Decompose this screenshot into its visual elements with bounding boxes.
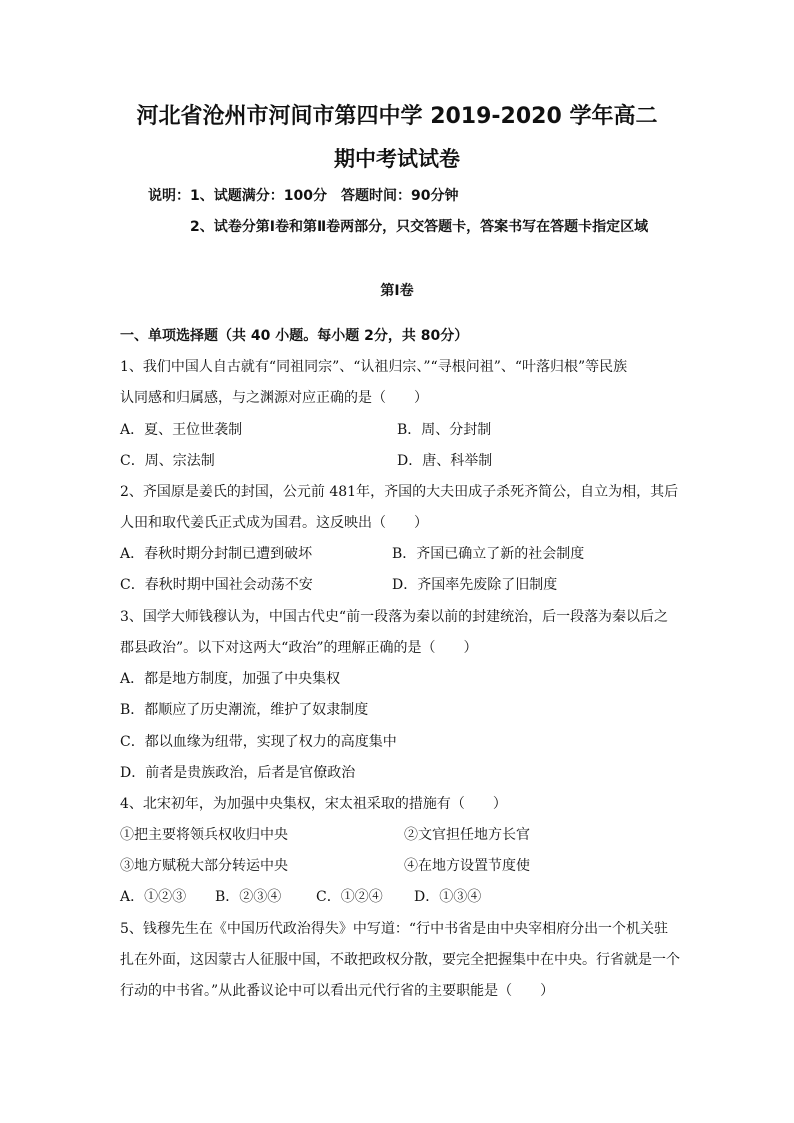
question-1-stem-line-2: 认同感和归属感，与之渊源对应正确的是（ ） [120,390,428,406]
question-1-stem-line-1: 1、我们中国人自古就有“同祖同宗”、“认祖归宗、”“寻根问祖”、“叶落归根”等民族 [120,359,628,375]
instructions-note-1: 说明：1、试题满分：100分 答题时间：90分钟 [148,188,459,204]
question-3-option-a: A．都是地方制度，加强了中央集权 [120,671,341,687]
question-5-stem-line-2: 扎在外面，这因蒙古人征服中国，不敢把政权分散，要完全把握集中在中央。行省就是一个 [120,952,680,968]
question-4-option-c: C．①②④ [316,889,383,905]
question-3-stem-line-2: 郡县政治”。以下对这两大“政治”的理解正确的是（ ） [120,640,478,656]
question-3-option-d: D．前者是贵族政治，后者是官僚政治 [120,765,356,781]
question-4-option-b: B．②③④ [215,889,282,905]
instructions-note-2: 2、试卷分第Ⅰ卷和第Ⅱ卷两部分，只交答题卡，答案书写在答题卡指定区域 [190,219,649,235]
exam-title: 河北省沧州市河间市第四中学 2019-2020 学年高二 [136,104,658,129]
question-4-item-2: ②文官担任地方长官 [404,827,530,843]
question-1-option-b: B．周、分封制 [397,422,492,438]
question-4-stem: 4、北宋初年，为加强中央集权，宋太祖采取的措施有（ ） [120,796,507,812]
question-2-stem-line-2: 人田和取代姜氏正式成为国君。这反映出（ ） [120,515,428,531]
question-5-stem-line-1: 5、钱穆先生在《中国历代政治得失》中写道：“行中书省是由中央宰相府分出一个机关驻 [120,921,669,937]
section-heading: 一、单项选择题（共 40 小题。每小题 2分，共 80分） [120,328,469,344]
question-2-option-d: D．齐国率先废除了旧制度 [392,577,558,593]
question-2-option-c: C．春秋时期中国社会动荡不安 [120,577,313,593]
question-1-option-c: C．周、宗法制 [120,453,215,469]
question-1-option-d: D．唐、科举制 [397,453,493,469]
question-2-stem-line-1: 2、齐国原是姜氏的封国，公元前 481年，齐国的大夫田成子杀死齐简公，自立为相，其后 [120,484,679,500]
question-3-option-b: B．都顺应了历史潮流，维护了奴隶制度 [120,702,369,718]
question-3-stem-line-1: 3、国学大师钱穆认为，中国古代史“前一段落为秦以前的封建统治，后一段落为秦以后之 [120,609,669,625]
question-3-option-c: C．都以血缘为纽带，实现了权力的高度集中 [120,734,397,750]
question-4-item-1: ①把主要将领兵权收归中央 [120,827,288,843]
question-1-option-a: A．夏、王位世袭制 [120,422,243,438]
question-2-option-b: B．齐国已确立了新的社会制度 [392,546,585,562]
question-4-option-d: D．①③④ [414,889,482,905]
exam-subtitle: 期中考试试卷 [334,147,460,171]
question-4-item-4: ④在地方设置节度使 [404,858,530,874]
volume-label: 第Ⅰ卷 [380,283,414,299]
question-4-option-a: A．①②③ [120,889,187,905]
question-5-stem-line-3: 行动的中书省。”从此番议论中可以看出元代行省的主要职能是（ ） [120,983,555,999]
question-4-item-3: ③地方赋税大部分转运中央 [120,858,288,874]
question-2-option-a: A．春秋时期分封制已遭到破坏 [120,546,313,562]
